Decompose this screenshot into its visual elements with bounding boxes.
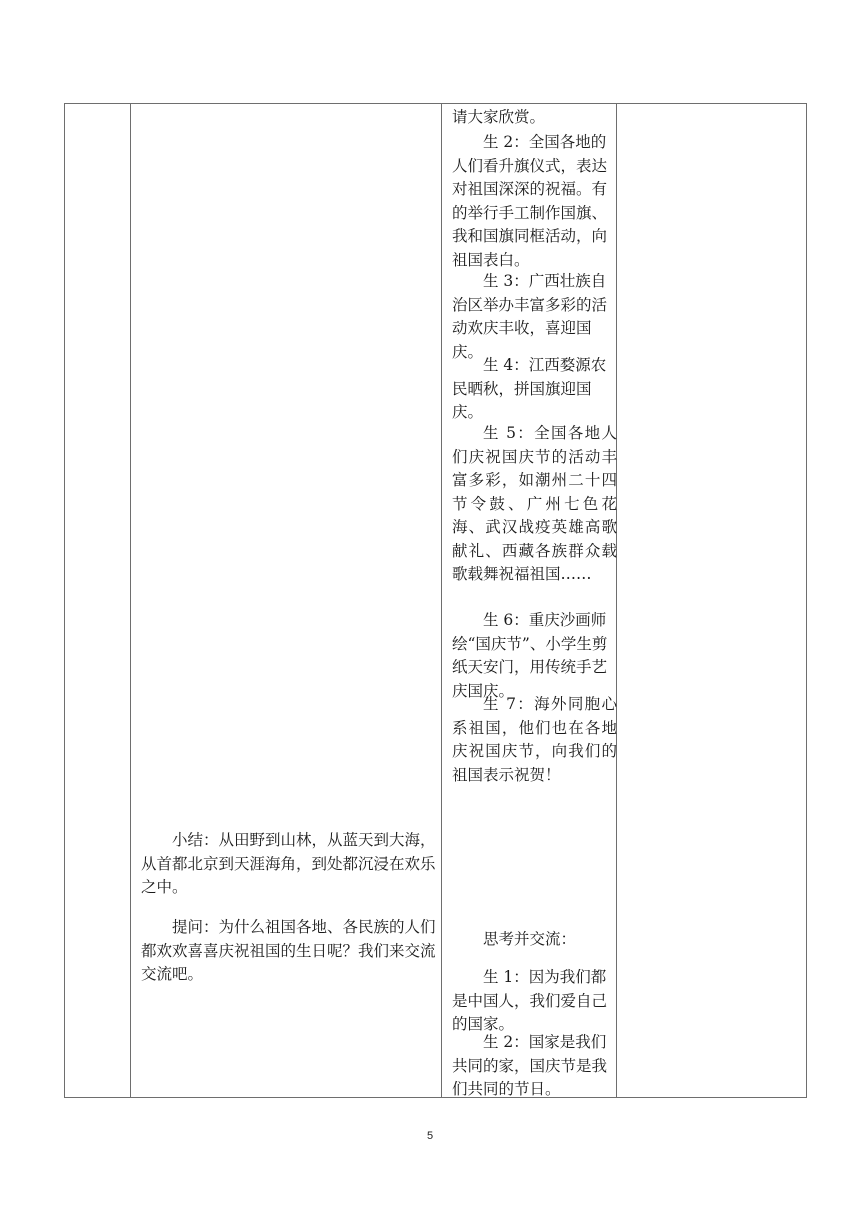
student-answer: 生 1：因为我们都是中国人，我们爱自己的国家。 xyxy=(452,968,608,1033)
lesson-table xyxy=(64,103,807,1098)
summary-text: 小结：从田野到山林，从蓝天到大海，从首都北京到天涯海角，到处都沉浸在欢乐之中。 xyxy=(141,831,436,896)
student-answer: 生 5：全国各地人们庆祝国庆节的活动丰富多彩，如潮州二十四节令鼓、广州七色花海、武汉战疫英雄高歌献礼、西藏各族群众载歌载舞祝福祖国…… xyxy=(452,424,617,583)
column-divider xyxy=(441,104,442,1097)
question-text: 提问：为什么祖国各地、各民族的人们都欢欢喜喜庆祝祖国的生日呢？我们来交流交流吧。 xyxy=(141,918,436,983)
page-number: 5 xyxy=(426,1130,434,1142)
student-answer: 生 3：广西壮族自治区举办丰富多彩的活动欢庆丰收，喜迎国庆。 xyxy=(452,272,608,361)
student-answer: 生 2：国家是我们共同的家，国庆节是我们共同的节日。 xyxy=(452,1033,608,1098)
student-answer: 生 7：海外同胞心系祖国，他们也在各地庆祝国庆节，向我们的祖国表示祝贺！ xyxy=(452,695,617,784)
student-text: 请大家欣赏。 xyxy=(452,108,546,126)
student-answer: 生 4：江西婺源农民晒秋，拼国旗迎国庆。 xyxy=(452,356,607,421)
student-answer: 生 2：全国各地的人们看升旗仪式，表达对祖国深深的祝福。有的举行手工制作国旗、我和国旗同框活动，向祖国表白。 xyxy=(452,133,608,269)
think-heading: 思考并交流： xyxy=(483,930,577,948)
student-answer: 生 6：重庆沙画师绘“国庆节”、小学生剪纸天安门，用传统手艺庆国庆。 xyxy=(452,611,608,700)
column-divider xyxy=(130,104,131,1097)
